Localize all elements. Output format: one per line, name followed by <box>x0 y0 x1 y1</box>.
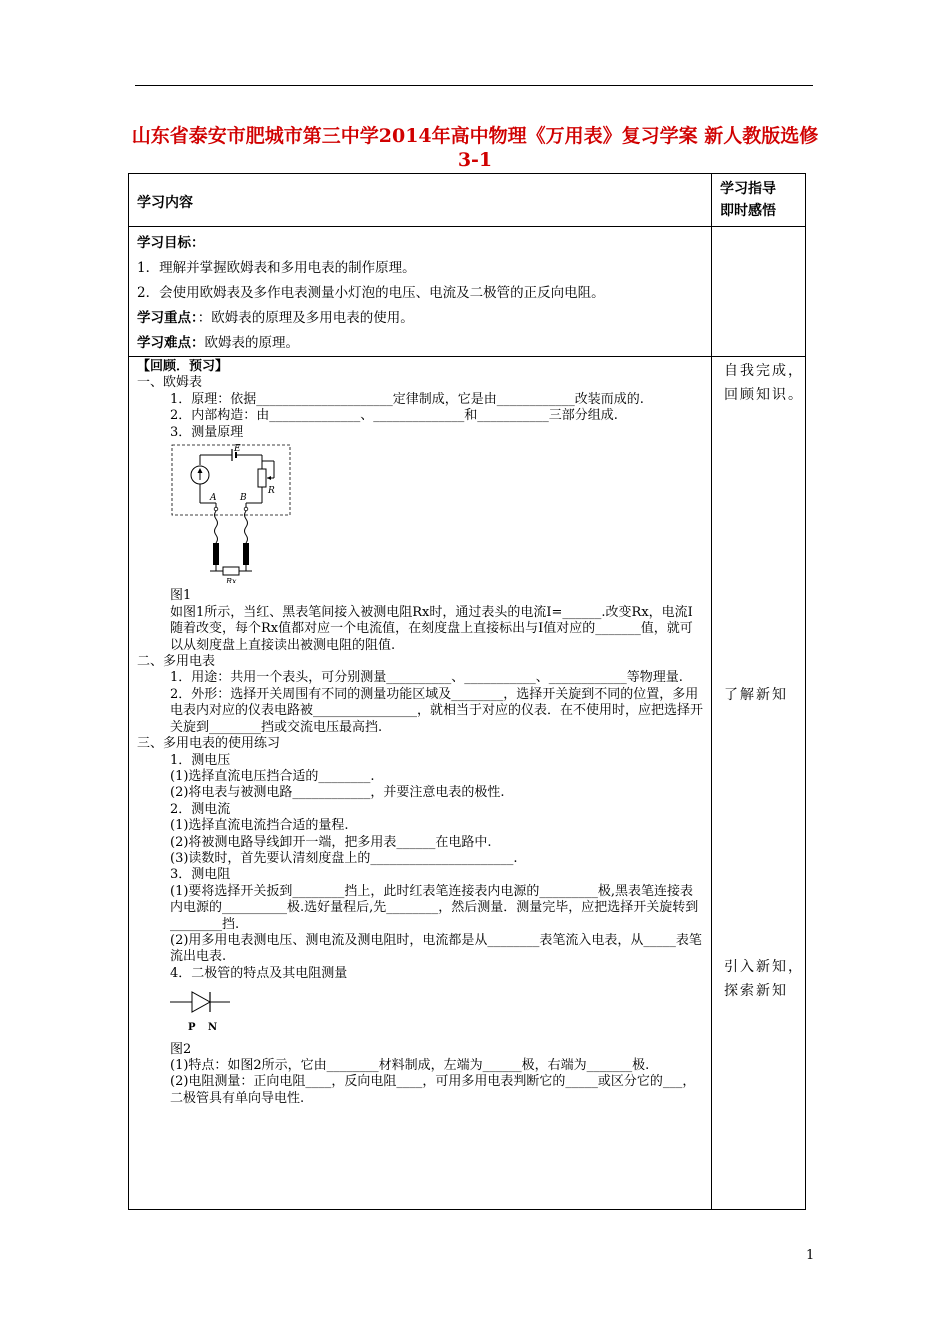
top-rule <box>135 85 813 86</box>
figure-2-label-P: P <box>188 1022 196 1034</box>
document-title: 山东省泰安市肥城市第三中学2014年高中物理《万用表》复习学案 新人教版选修3-1 <box>131 125 819 171</box>
section-ohmmeter: 一、欧姆表 <box>137 375 203 391</box>
difficulty <box>137 331 705 356</box>
study-table <box>128 173 806 1210</box>
diode-resistance: (2)电阻测量：正向电阻____，反向电阻____，可用多用电表判断它的_____或区分它的___，二极管具有单向导电性. <box>170 1074 696 1106</box>
page-number: 1 <box>806 1248 815 1263</box>
header-guide-label-2: 即时感悟 <box>720 203 776 219</box>
measure-resistance-step-2: (2)用多用电表测电压、测电流及测电阻时，电流都是从________表笔流入电表，从_____表笔流出电表. <box>170 932 702 965</box>
goals-label: 学习目标： <box>137 235 205 251</box>
diode-feature: (1)特点：如图2所示，它由________材料制成，左端为______极，右端为_______极. <box>170 1058 650 1073</box>
multimeter-use: 1．用途：共用一个表头，可分别测量__________、___________、____________等物理量. <box>170 670 683 686</box>
goal-item-1: 1．理解并掌握欧姆表和多用电表的制作原理。 <box>137 260 416 276</box>
goals-side-cell <box>712 227 806 357</box>
ohmmeter-structure: 2．内部构造：由______________、______________和___________三部分组成. <box>170 408 618 424</box>
header-content-label: 学习内容 <box>137 195 193 211</box>
measure-current-step-1: (1)选择直流电流挡合适的量程. <box>170 818 349 834</box>
figure-1-circuit <box>170 443 300 583</box>
measure-current-step-2: (2)将被测电路导线卸开一端，把多用表______在电路中. <box>170 834 492 850</box>
section-practice: 三、多用电表的使用练习 <box>137 736 281 752</box>
figure-2-diode <box>170 986 230 1036</box>
ohmmeter-principle: 1．原理：依据_____________________定律制成，它是由____________改装而成的. <box>170 391 644 407</box>
side-note-new-knowledge: 了解新知 <box>724 687 788 703</box>
measure-current-step-3: (3)读数时，首先要认清刻度盘上的______________________. <box>170 850 518 866</box>
difficulty-text: 欧姆表的原理。 <box>204 335 299 351</box>
figure-2-label-N: N <box>208 1022 218 1034</box>
review-cell <box>129 357 712 1210</box>
measure-resistance-step-1: (1)要将选择开关扳到________挡上，此时红表笔连接表内电源的_________极,黑表笔连接表内电源的__________极.选好量程后,先________，然后测量．测量完毕，应把选择开关旋转到________挡. <box>170 883 699 932</box>
measure-current-title: 2．测电流 <box>170 801 231 817</box>
key-point-label: 学习重点： <box>137 310 198 326</box>
measure-voltage-step-1: (1)选择直流电压挡合适的________. <box>170 768 375 784</box>
ohmmeter-measure-text: 如图1所示，当红、黑表笔间接入被测电阻Rx时，通过表头的电流I=______.改变Rx，电流I随着改变，每个Rx值都对应一个电流值，在刻度盘上直接标出与I值对应的_______值，就可以从刻度盘上直接读出被测电阻的阻值. <box>170 604 693 653</box>
diode-icon <box>192 992 210 1012</box>
goal-item-2: 2．会使用欧姆表及多作电表测量小灯泡的电压、电流及二极管的正反向电阻。 <box>137 285 605 301</box>
difficulty-label: 学习难点： <box>137 335 205 351</box>
ohmmeter-measure-title: 3．测量原理 <box>170 424 244 440</box>
figure-1-label-R: R <box>268 486 275 497</box>
review-side-cell <box>712 357 806 1210</box>
measure-resistance-title: 3．测电阻 <box>170 867 231 883</box>
multimeter-appearance: 2．外形：选择开关周围有不同的测量功能区域及________，选择开关旋到不同的位置，多用电表内对应的仪表电路被________________，就相当于对应的仪表．在不使用时，应把选择开关旋到________挡或交流电压最高挡. <box>170 686 704 735</box>
review-section-title: 【回顾．预习】 <box>137 359 229 374</box>
figure-1-label-Rx: Rx <box>226 577 237 584</box>
goals-cell <box>129 227 712 357</box>
header-guide-label-1: 学习指导 <box>720 181 776 197</box>
header-content-cell <box>129 174 712 227</box>
key-point <box>137 306 705 331</box>
measure-voltage-title: 1．测电压 <box>170 752 231 768</box>
figure-1-label-E: E <box>234 444 241 455</box>
header-guide-cell <box>712 174 806 227</box>
measure-voltage-step-2: (2)将电表与被测电路____________，并要注意电表的极性. <box>170 785 505 801</box>
diode-title: 4．二极管的特点及其电阻测量 <box>170 965 348 981</box>
side-note-explore: 引入新知，探索新知 <box>724 959 804 999</box>
figure-1-caption: 图1 <box>170 588 192 604</box>
key-point-text: ：欧姆表的原理及多用电表的使用。 <box>197 310 414 326</box>
section-multimeter: 二、多用电表 <box>137 654 216 670</box>
side-note-self-review: 自我完成，回顾知识。 <box>724 363 804 403</box>
figure-2-caption: 图2 <box>170 1041 192 1057</box>
figure-1-label-A: A <box>210 493 217 504</box>
figure-1-label-B: B <box>240 493 247 504</box>
